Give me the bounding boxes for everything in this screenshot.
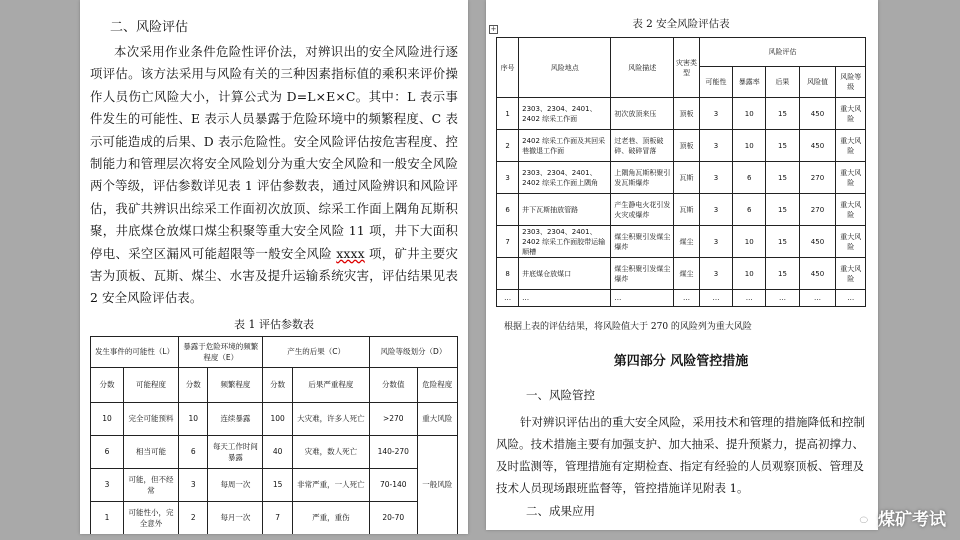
header-cell: 产生的后果（C） — [263, 336, 369, 367]
paragraph-text: 本次采用作业条件危险性评价法，对辨识出的安全风险进行逐项评估。该方法采用与风险有关的三种因素指标值的乘积来评价操作人员伤亡风险大小，计算公式为 D=L×E×C。其中：L 表示事件发生的可能性、E 表示人员暴露于危险环境中的频繁程度、C 表示可能造成的后果、D 表示危险性。安全风险评估按危害程度、控制能力和管理层次将安全风险划分为重大安全风险和一般安全风险两个等级，评估参数详见表 1 评估参数表，通过风险辨识和风险评估，我矿共辨识出综采工作面初次放顶、综采工作面上隅角瓦斯积聚，井底煤仓放煤口煤尘积聚等重大安全风险 11 项，井下大面积停电、采空区漏风可能超限等一般安全风险 — [90, 44, 458, 261]
table-cell: 重大风险 — [836, 130, 866, 162]
table-cell: 15 — [766, 194, 799, 226]
header-cell: 分数 — [263, 367, 292, 402]
table-cell: 初次放顶来压 — [611, 98, 674, 130]
table-cell: 3 — [699, 98, 732, 130]
table-cell: 2303、2304、2401、2402 综采工作面胶带运输顺槽 — [519, 226, 611, 258]
table-cell: 6 — [91, 435, 124, 468]
table-cell: 产生静电火花引发火灾或爆炸 — [611, 194, 674, 226]
table-cell: 2303、2304、2401、2402 综采工作面上隅角 — [519, 162, 611, 194]
wechat-icon — [850, 507, 872, 529]
header-cell: 风险描述 — [611, 38, 674, 98]
table-row — [91, 468, 458, 501]
table-cell: 3 — [699, 258, 732, 290]
table-cell: 井底煤仓放煤口 — [519, 258, 611, 290]
table2-caption: 表 2 安全风险评估表 — [632, 18, 730, 30]
watermark — [850, 505, 946, 530]
table-cell: 顶板 — [674, 98, 700, 130]
table-cell: 7 — [497, 226, 519, 258]
table-cell: 煤尘 — [674, 226, 700, 258]
table-cell: … — [674, 290, 700, 307]
table-row — [497, 226, 866, 258]
table-cell: 2 — [179, 501, 208, 534]
table-cell: … — [611, 290, 674, 307]
header-cell: 分数 — [179, 367, 208, 402]
header-cell: 风险等级 — [836, 67, 866, 98]
table-cell: 3 — [497, 162, 519, 194]
table-cell: 15 — [766, 258, 799, 290]
table-row — [497, 194, 866, 226]
paragraph-tail: 项，矿井主要灾害为顶板、瓦斯、煤尘、水害及提升运输系统灾害，评估结果见表 2 安全风险评估表。 — [90, 245, 458, 306]
table-cell: 3 — [179, 468, 208, 501]
table-cell: 70-140 — [369, 468, 417, 501]
table-cell: 6 — [733, 194, 766, 226]
table-cell: … — [733, 290, 766, 307]
table-cell: 3 — [91, 468, 124, 501]
table-cell: 270 — [799, 162, 836, 194]
table-cell: 煤尘积聚引发煤尘爆炸 — [611, 258, 674, 290]
table-row — [91, 402, 458, 435]
table-cell: 1 — [497, 98, 519, 130]
section-title: 二、风险评估 — [110, 20, 189, 35]
table-cell: 450 — [799, 226, 836, 258]
table-cell: 可能，但不经常 — [124, 468, 179, 501]
table-cell: 瓦斯 — [674, 162, 700, 194]
header-cell: 后果严重程度 — [292, 367, 369, 402]
table-row — [497, 258, 866, 290]
table-cell: 450 — [799, 258, 836, 290]
right-document-page — [486, 0, 878, 530]
table-cell: 100 — [263, 402, 292, 435]
header-cell: 可能性 — [699, 67, 732, 98]
table-cell: … — [519, 290, 611, 307]
table-cell: >270 — [369, 402, 417, 435]
table-cell: 灾难，数人死亡 — [292, 435, 369, 468]
table-cell: 15 — [766, 162, 799, 194]
left-document-page — [80, 0, 468, 534]
table-cell: 270 — [799, 194, 836, 226]
table-cell: 2402 综采工作面及其回采巷撤退工作面 — [519, 130, 611, 162]
table-cell: 连续暴露 — [208, 402, 263, 435]
header-cell: 后果 — [766, 67, 799, 98]
header-cell: 风险地点 — [519, 38, 611, 98]
header-cell: 分数值 — [369, 367, 417, 402]
table2-body — [497, 98, 866, 307]
table-cell: 井下瓦斯抽放管路 — [519, 194, 611, 226]
table-cell: 2 — [497, 130, 519, 162]
table-row — [91, 435, 458, 468]
table-row — [497, 98, 866, 130]
header-cell: 危险程度 — [417, 367, 457, 402]
table-cell: 重大风险 — [836, 226, 866, 258]
table-cell: 10 — [733, 258, 766, 290]
table1-caption: 表 1 评估参数表 — [234, 317, 314, 331]
table-cell: 严重，重伤 — [292, 501, 369, 534]
table-cell: 大灾难，许多人死亡 — [292, 402, 369, 435]
table-cell: 3 — [699, 130, 732, 162]
table-cell: 40 — [263, 435, 292, 468]
table-cell: 20-70 — [369, 501, 417, 534]
level-major-cell: 重大风险 — [417, 402, 457, 435]
table-cell: 重大风险 — [836, 194, 866, 226]
table-cell: 相当可能 — [124, 435, 179, 468]
table-cell: 6 — [733, 162, 766, 194]
risk-control-paragraph: 针对辨识评估出的重大安全风险，采用技术和管理的措施降低和控制风险。技术措施主要有加强支护、加大抽采、提升预紧力，提高初撑力、及时监测等，管理措施有定期检查、指定有经验的人员观察顶板、管理及技术人员现场跟班监督等，管控措施详见附表 1。 — [496, 415, 865, 495]
table-cell: 450 — [799, 130, 836, 162]
table-cell: 10 — [733, 130, 766, 162]
level-general-cell: 一般风险 — [417, 435, 457, 534]
header-cell: 可能程度 — [124, 367, 179, 402]
watermark-text: 煤矿考试 — [878, 510, 946, 530]
table-note: 根据上表的评估结果，将风险值大于 270 的风险列为重大风险 — [504, 322, 752, 332]
table-row — [497, 290, 866, 307]
table-cell: 2303、2304、2401、2402 综采工作面 — [519, 98, 611, 130]
table-cell: 8 — [497, 258, 519, 290]
table-row — [497, 162, 866, 194]
table-cell: 6 — [497, 194, 519, 226]
header-cell: 分数 — [91, 367, 124, 402]
table-cell: 15 — [766, 98, 799, 130]
table-row — [91, 501, 458, 534]
table1-group-header-row — [91, 336, 458, 367]
table-cell: … — [497, 290, 519, 307]
table-cell: 瓦斯 — [674, 194, 700, 226]
header-cell: 频繁程度 — [208, 367, 263, 402]
table-cell: 15 — [766, 130, 799, 162]
table-cell: 10 — [733, 98, 766, 130]
table-cell: 可能性小，完全意外 — [124, 501, 179, 534]
table-cell: 煤尘 — [674, 258, 700, 290]
table-cell: 重大风险 — [836, 98, 866, 130]
header-cell: 序号 — [497, 38, 519, 98]
table-cell: … — [699, 290, 732, 307]
table-cell: 10 — [179, 402, 208, 435]
header-cell: 风险值 — [799, 67, 836, 98]
subsection-title: 二、成果应用 — [526, 504, 595, 518]
table-cell: 过老巷、顶板破碎、破碎冒落 — [611, 130, 674, 162]
table-cell: 每周一次 — [208, 468, 263, 501]
table-move-handle[interactable]: + — [490, 25, 497, 33]
header-cell: 发生事件的可能性（L） — [91, 336, 179, 367]
table-cell: 3 — [699, 226, 732, 258]
subsection-title: 一、风险管控 — [526, 388, 595, 402]
table-cell: 3 — [699, 162, 732, 194]
table-cell: … — [836, 290, 866, 307]
safety-risk-assessment-table — [496, 37, 866, 307]
table-cell: 10 — [91, 402, 124, 435]
table-cell: 重大风险 — [836, 258, 866, 290]
part-title: 第四部分 风险管控措施 — [613, 354, 749, 369]
table-cell: 煤尘积聚引发煤尘爆炸 — [611, 226, 674, 258]
spellcheck-underlined-text: xxxx — [336, 245, 365, 261]
header-cell: 灾害类型 — [674, 38, 700, 98]
table-cell: 15 — [263, 468, 292, 501]
table-cell: 1 — [91, 501, 124, 534]
table-cell: … — [799, 290, 836, 307]
table-cell: 7 — [263, 501, 292, 534]
risk-assessment-paragraph — [90, 41, 458, 310]
table-cell: 顶板 — [674, 130, 700, 162]
table-cell: … — [766, 290, 799, 307]
table-cell: 140-270 — [369, 435, 417, 468]
table2-header-row — [497, 38, 866, 67]
evaluation-parameter-table — [90, 336, 458, 534]
table-row — [497, 130, 866, 162]
table-cell: 上隅角瓦斯积聚引发瓦斯爆炸 — [611, 162, 674, 194]
table-cell: 完全可能预料 — [124, 402, 179, 435]
table-cell: 每月一次 — [208, 501, 263, 534]
table-cell: 15 — [766, 226, 799, 258]
header-cell: 风险等级划分（D） — [369, 336, 457, 367]
table1-sub-header-row — [91, 367, 458, 402]
table-cell: 重大风险 — [836, 162, 866, 194]
header-cell: 风险评估 — [699, 38, 865, 67]
table-cell: 3 — [699, 194, 732, 226]
table-cell: 6 — [179, 435, 208, 468]
table-cell: 450 — [799, 98, 836, 130]
table-cell: 每天工作时间暴露 — [208, 435, 263, 468]
table-cell: 10 — [733, 226, 766, 258]
table-cell: 非常严重，一人死亡 — [292, 468, 369, 501]
header-cell: 暴露于危险环境的频繁程度（E） — [179, 336, 263, 367]
header-cell: 暴露率 — [733, 67, 766, 98]
